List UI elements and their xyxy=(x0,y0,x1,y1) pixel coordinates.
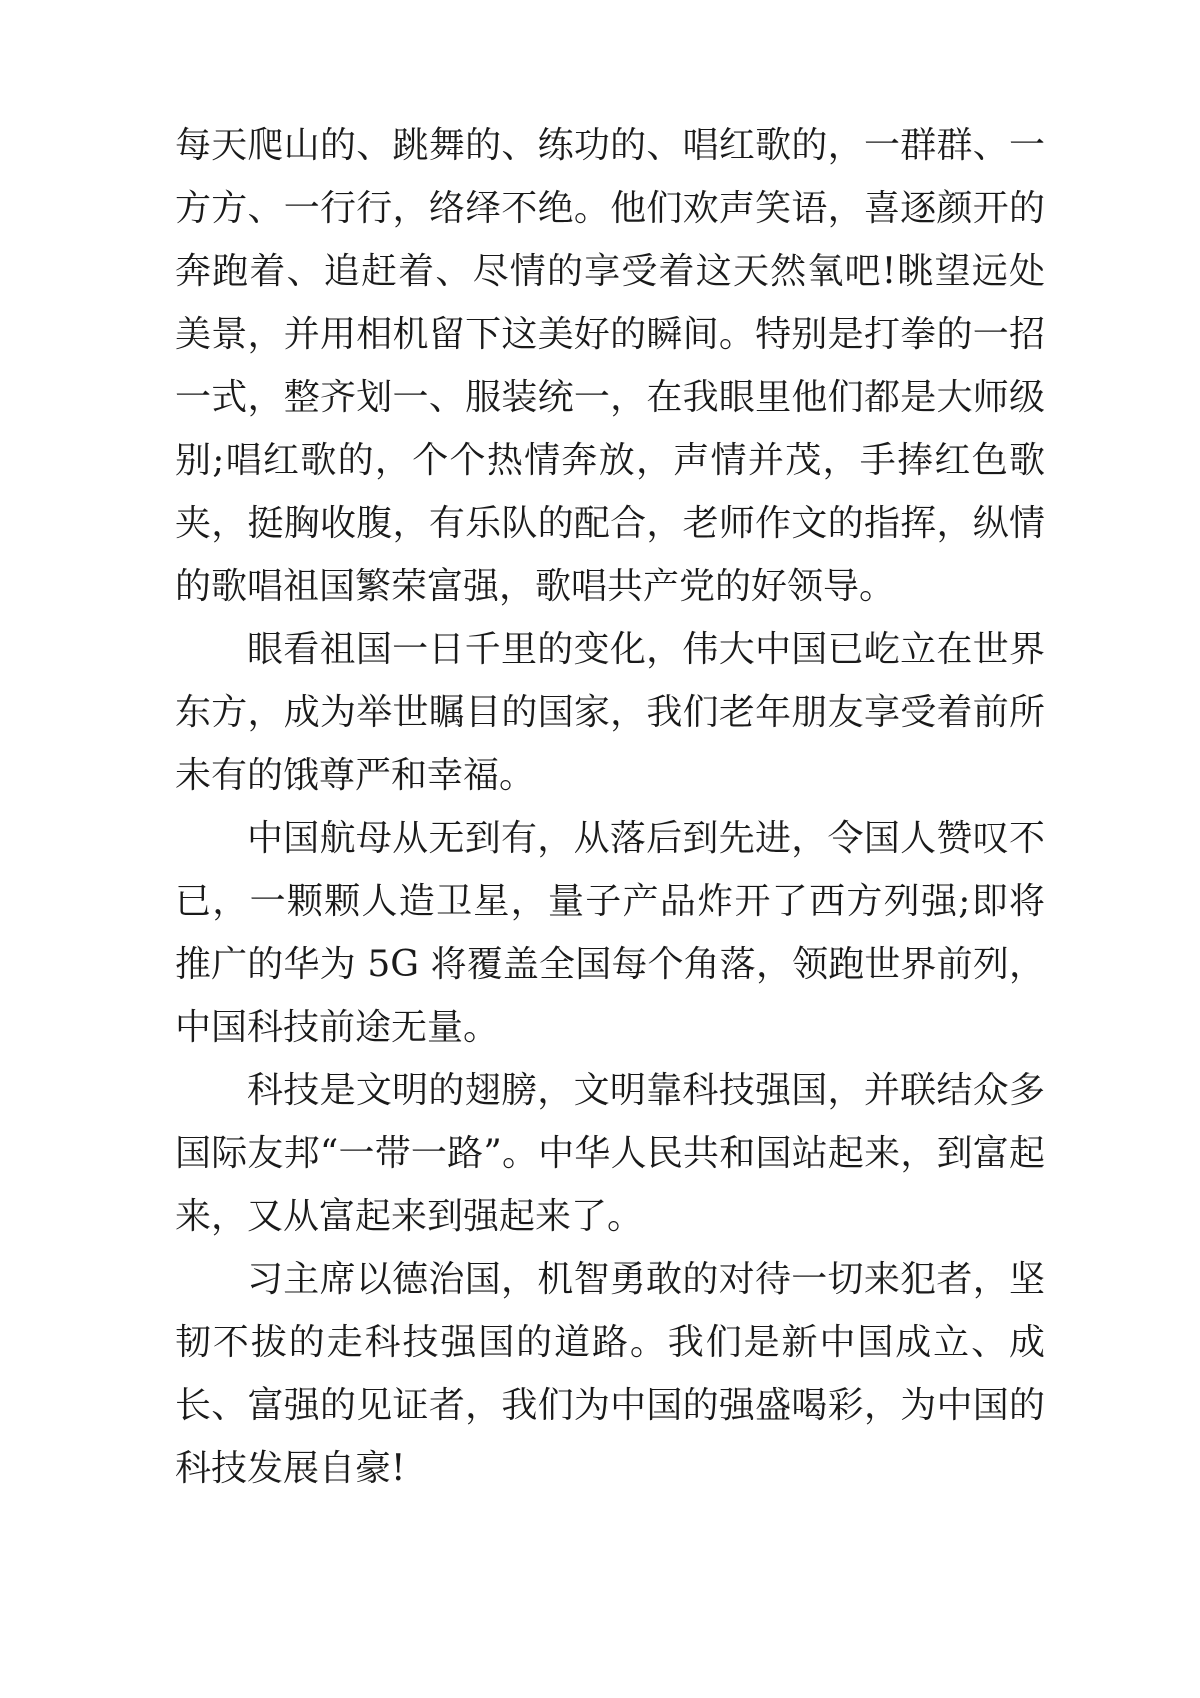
paragraph-3: 中国航母从无到有，从落后到先进，令国人赞叹不已，一颗颗人造卫星，量子产品炸开了西方列强;即将推广的华为 5G 将覆盖全国每个角落，领跑世界前列，中国科技前途无量。 xyxy=(175,818,1045,1048)
paragraph-5: 习主席以德治国，机智勇敢的对待一切来犯者，坚韧不拔的走科技强国的道路。我们是新中国成立、成长、富强的见证者，我们为中国的强盛喝彩，为中国的科技发展自豪! xyxy=(175,1259,1045,1489)
paragraph-4: 科技是文明的翅膀，文明靠科技强国，并联结众多国际友邦“一带一路”。中华人民共和国站起来，到富起来，又从富起来到强起来了。 xyxy=(175,1070,1045,1237)
document-body xyxy=(175,114,1045,1500)
paragraph-1: 每天爬山的、跳舞的、练功的、唱红歌的，一群群、一方方、一行行，络绎不绝。他们欢声笑语，喜逐颜开的奔跑着、追赶着、尽情的享受着这天然氧吧!眺望远处美景，并用相机留下这美好的瞬间。特别是打拳的一招一式，整齐划一、服装统一，在我眼里他们都是大师级别;唱红歌的，个个热情奔放，声情并茂，手捧红色歌夹，挺胸收腹，有乐队的配合，老师作文的指挥，纵情的歌唱祖国繁荣富强，歌唱共产党的好领导。 xyxy=(175,125,1045,607)
paragraph-2: 眼看祖国一日千里的变化，伟大中国已屹立在世界东方，成为举世瞩目的国家，我们老年朋友享受着前所未有的饿尊严和幸福。 xyxy=(175,629,1045,796)
